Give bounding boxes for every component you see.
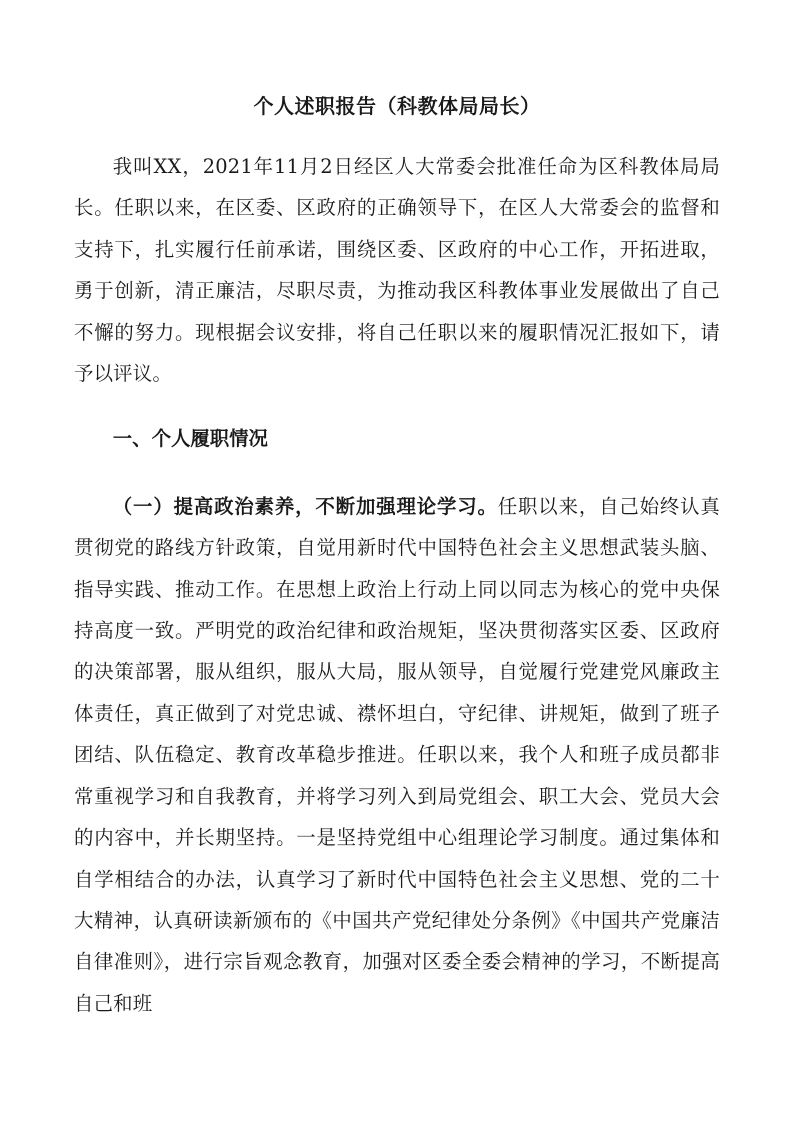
section-heading: 一、个人履职情况 [112, 427, 268, 451]
subsection-paragraph [74, 486, 720, 1024]
document-title: 个人述职报告（科教体局局长） [253, 94, 541, 118]
subsection-body: 任职以来，自己始终认真贯彻党的路线方针政策，自觉用新时代中国特色社会主义思想武装头脑、指导实践、推动工作。在思想上政治上行动上同以同志为核心的党中央保持高度一致。严明党的政治纪律和政治规矩，坚决贯彻落实区委、区政府的决策部署，服从组织，服从大局，服从领导，自觉履行党建党风廉政主体责任，真正做到了对党忠诚、襟怀坦白，守纪律、讲规矩，做到了班子团结、队伍稳定、教育改革稳步推进。任职以来，我个人和班子成员都非常重视学习和自我教育，并将学习列入到局党组会、职工大会、党员大会的内容中，并长期坚持。一是坚持党组中心组理论学习制度。通过集体和自学相结合的办法，认真学习了新时代中国特色社会主义思想、党的二十大精神，认真研读新颁布的《中国共产党纪律处分条例》《中国共产党廉洁自律准则》，进行宗旨观念教育，加强对区委全委会精神的学习，不断提高自己和班 [74, 494, 720, 1015]
subsection-lead: （一）提高政治素养，不断加强理论学习。 [112, 494, 498, 518]
intro-paragraph: 我叫XX，2021年11月2日经区人大常委会批准任命为区科教体局局长。任职以来，在区委、区政府的正确领导下，在区人大常委会的监督和支持下，扎实履行任前承诺，围绕区委、区政府的中心工作，开拓进取，勇于创新，清正廉洁，尽职尽责，为推动我区科教体事业发展做出了自己不懈的努力。现根据会议安排，将自己任职以来的履职情况汇报如下，请予以评议。 [74, 155, 720, 386]
document-page [74, 92, 720, 1024]
